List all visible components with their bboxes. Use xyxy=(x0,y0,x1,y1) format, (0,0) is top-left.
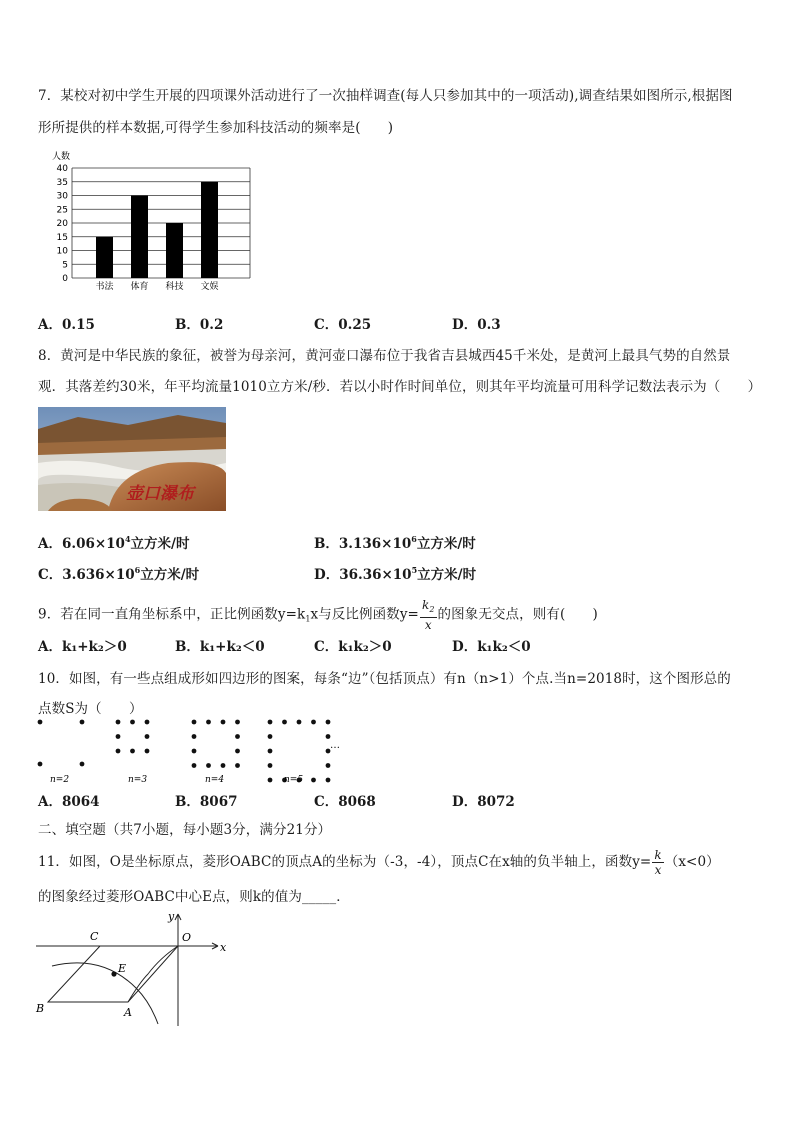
y-tick-label: 25 xyxy=(56,205,68,216)
q11-fraction: $\frac{k}{x}$ xyxy=(654,848,662,877)
q10-option-a[interactable]: A．8064 xyxy=(38,794,100,810)
dot xyxy=(192,763,197,768)
q7-stem-line1: 7．某校对初中学生开展的四项课外活动进行了一次抽样调查(每人只参加其中的一项活动),调查结果如图所示,根据图 xyxy=(38,88,733,104)
dot xyxy=(130,749,135,754)
q7-option-c[interactable]: C．0.25 xyxy=(314,317,372,333)
label-x: x xyxy=(220,941,227,954)
y-tick-label: 30 xyxy=(56,191,68,202)
dot-pattern-figure xyxy=(30,714,360,786)
dot xyxy=(145,749,150,754)
y-tick-label: 15 xyxy=(56,232,68,243)
y-tick-label: 20 xyxy=(56,219,68,229)
photo-inscription: 壶口瀑布 xyxy=(126,484,194,504)
dot xyxy=(206,763,211,768)
q7-option-a[interactable]: A．0.15 xyxy=(38,317,95,333)
bar-书法 xyxy=(96,237,113,278)
dot xyxy=(326,763,331,768)
dot xyxy=(116,749,121,754)
dot xyxy=(311,720,316,725)
bar-chart xyxy=(38,146,268,296)
q9-option-c[interactable]: C．k₁k₂＞0 xyxy=(314,639,392,655)
dot xyxy=(221,720,226,725)
q10-option-d[interactable]: D．8072 xyxy=(452,794,515,810)
q7-option-b[interactable]: B．0.2 xyxy=(175,317,224,333)
q9-option-b[interactable]: B．k₁+k₂＜0 xyxy=(175,639,265,655)
q11-stem-line1: 11．如图，O是坐标原点，菱形OABC的顶点A的坐标为（-3，-4），顶点C在x轴的负半轴上，函数y= $\frac{k}{x}$ （x<0） xyxy=(38,848,720,877)
dot xyxy=(297,720,302,725)
q8-stem-line2: 观．其落差约30米，年平均流量1010立方米/秒．若以小时作时间单位，则其年平均流量可用科学记数法表示为（ ） xyxy=(38,379,762,395)
dot xyxy=(221,763,226,768)
dot xyxy=(326,734,331,739)
q8-option-c[interactable]: C．$3.636\times 10^6$立方米/时 xyxy=(38,565,200,583)
dot xyxy=(235,749,240,754)
dot xyxy=(326,720,331,725)
dot xyxy=(235,763,240,768)
q7-option-d[interactable]: D．0.3 xyxy=(452,317,501,333)
q8-option-b[interactable]: B．$3.136\times 10^6$立方米/时 xyxy=(314,534,476,552)
dot xyxy=(192,749,197,754)
dot xyxy=(268,749,273,754)
bar-文娱 xyxy=(201,182,218,278)
dot xyxy=(80,762,85,767)
q9-option-a[interactable]: A．k₁+k₂＞0 xyxy=(38,639,127,655)
rhombus-diagram xyxy=(32,908,242,1030)
dot xyxy=(192,720,197,725)
q9-fraction: $\frac{k_2}{x}$ xyxy=(421,598,435,632)
dot-ellipsis: … xyxy=(330,740,340,751)
label-o: O xyxy=(182,931,192,944)
label-a: A xyxy=(124,1006,132,1019)
q10-stem-line1: 10．如图，有一些点组成形如四边形的图案，每条“边”（包括顶点）有n（n>1）个点.当n=2018时，这个图形总的 xyxy=(38,671,731,687)
bar-科技 xyxy=(166,223,183,278)
chart-ylabel: 人数 xyxy=(52,152,71,162)
q10-stem-line2: 点数S为（ ） xyxy=(38,701,143,717)
label-e: E xyxy=(118,962,127,975)
q10-option-b[interactable]: B．8067 xyxy=(175,794,238,810)
q10-option-c[interactable]: C．8068 xyxy=(314,794,376,810)
dot-square-n4 xyxy=(192,720,240,768)
dot xyxy=(206,720,211,725)
q9-stem: 9．若在同一直角坐标系中，正比例函数$y=k_1x$与反比例函数y= $\frac{k_2}{x}$ 的图象无交点，则有( ) xyxy=(38,598,598,632)
y-tick-label: 10 xyxy=(56,246,68,257)
y-tick-label: 5 xyxy=(62,260,68,271)
label-c: C xyxy=(90,930,99,943)
label-y: y xyxy=(168,910,175,923)
waterfall-photo xyxy=(38,407,226,511)
q8-option-d[interactable]: D．$36.36\times 10^5$立方米/时 xyxy=(314,565,477,583)
q7-stem-line2: 形所提供的样本数据,可得学生参加科技活动的频率是( ) xyxy=(38,120,394,136)
dot-label-n3: n=3 xyxy=(128,775,148,785)
dot xyxy=(326,778,331,783)
dot xyxy=(145,734,150,739)
x-tick-label: 体育 xyxy=(130,282,149,292)
dot xyxy=(235,734,240,739)
dot xyxy=(80,720,85,725)
dot-label-n4: n=4 xyxy=(205,775,225,785)
section-heading: 二、填空题（共7小题，每小题3分，满分21分） xyxy=(38,822,332,838)
label-b: B xyxy=(36,1002,45,1015)
q11-stem-line2: 的图象经过菱形OABC中心E点，则k的值为_____． xyxy=(38,889,350,905)
dot-square-n2 xyxy=(38,720,85,767)
dot xyxy=(235,720,240,725)
dot-square-n5 xyxy=(268,720,331,783)
y-tick-label: 35 xyxy=(56,177,68,188)
dot xyxy=(145,720,150,725)
q8-option-a[interactable]: A．$6.06\times 10^4$立方米/时 xyxy=(38,534,190,552)
dot xyxy=(116,734,121,739)
dot xyxy=(268,778,273,783)
dot xyxy=(192,734,197,739)
y-tick-label: 0 xyxy=(62,274,68,284)
dot xyxy=(38,720,43,725)
dot-square-n3 xyxy=(116,720,150,754)
dot xyxy=(116,720,121,725)
bar-体育 xyxy=(131,196,148,279)
dot xyxy=(130,720,135,725)
dot xyxy=(268,720,273,725)
x-tick-label: 书法 xyxy=(95,282,114,292)
dot xyxy=(268,734,273,739)
dot xyxy=(38,762,43,767)
dot xyxy=(282,720,287,725)
q8-stem-line1: 8．黄河是中华民族的象征，被誉为母亲河，黄河壶口瀑布位于我省吉县城西45千米处，是黄河上最具气势的自然景 xyxy=(38,348,731,364)
y-tick-label: 40 xyxy=(56,164,68,174)
dot-label-n5: n=5 xyxy=(284,775,304,785)
q9-option-d[interactable]: D．k₁k₂＜0 xyxy=(452,639,531,655)
dot-label-n2: n=2 xyxy=(50,775,70,785)
dot xyxy=(268,763,273,768)
x-tick-label: 文娱 xyxy=(200,282,219,292)
x-tick-label: 科技 xyxy=(165,282,184,292)
dot xyxy=(311,778,316,783)
